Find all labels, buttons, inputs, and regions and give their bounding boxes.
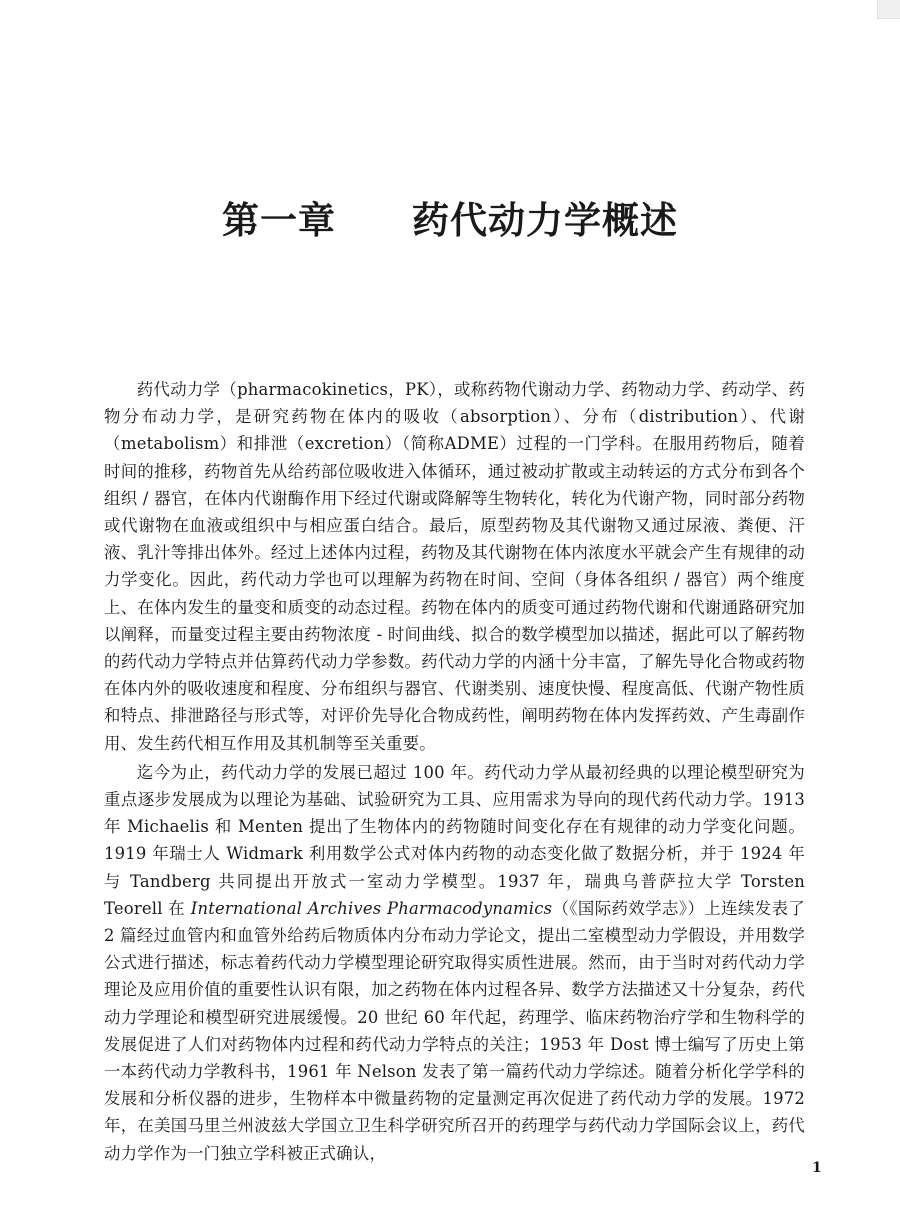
history-text-part-1: 迄今为止，药代动力学的发展已超过 100 年。药代动力学从最初经典的以理论模型研究为重点逐步发展成为以理论为基础、试验研究为工具、应用需求为导向的现代药代动力学。1913 年 Michaelis 和 Menten 提出了生物体内的药物随时间变化存在有规律的动力学变化问题。1919 年瑞士人 Widmark 利用数学公式对体内药物的动态变化做了数据分析，并于 1924 年与 Tandberg 共同提出开放式一室动力学模型。1937 年，瑞典乌普萨拉大学 Torsten Teorell 在 <box>104 762 805 918</box>
body-text <box>104 376 805 1167</box>
journal-title: International Archives Pharmacodynamics <box>190 898 553 918</box>
chapter-title: 第一章 药代动力学概述 <box>222 199 678 242</box>
paragraph-pk-history <box>104 759 805 1167</box>
history-text-part-2: （《国际药效学志》）上连续发表了 2 篇经过血管内和血管外给药后物质体内分布动力学论文，提出二室模型动力学假设，并用数学公式进行描述，标志着药代动力学模型理论研究取得实质性进展。然而，由于当时对药代动力学理论及应用价值的重要性认识有限，加之药物在体内过程各异、数学方法描述又十分复杂，药代动力学理论和模型研究进展缓慢。20 世纪 60 年代起，药理学、临床药物治疗学和生物科学的发展促进了人们对药物体内过程和药代动力学特点的关注；1953 年 Dost 博士编写了历史上第一本药代动力学教科书，1961 年 Nelson 发表了第一篇药代动力学综述。随着分析化学学科的发展和分析仪器的进步，生物样本中微量药物的定量测定再次促进了药代动力学的发展。1972 年，在美国马里兰州波兹大学国立卫生科学研究所召开的药理学与药代动力学国际会议上，药代动力学作为一门独立学科被正式确认， <box>104 898 805 1163</box>
paragraph-pk-definition: 药代动力学（pharmacokinetics，PK），或称药物代谢动力学、药物动力学、药动学、药物分布动力学，是研究药物在体内的吸收（absorption）、分布（distribution）、代谢（metabolism）和排泄（excretion）（简称ADME）过程的一门学科。在服用药物后，随着时间的推移，药物首先从给药部位吸收进入体循环，通过被动扩散或主动转运的方式分布到各个组织 / 器官，在体内代谢酶作用下经过代谢或降解等生物转化，转化为代谢产物，同时部分药物或代谢物在血液或组织中与相应蛋白结合。最后，原型药物及其代谢物又通过尿液、粪便、汗液、乳汁等排出体外。经过上述体内过程，药物及其代谢物在体内浓度水平就会产生有规律的动力学变化。因此，药代动力学也可以理解为药物在时间、空间（身体各组织 / 器官）两个维度上、在体内发生的量变和质变的动态过程。药物在体内的质变可通过药物代谢和代谢通路研究加以阐释，而量变过程主要由药物浓度 - 时间曲线、拟合的数学模型加以描述，据此可以了解药物的药代动力学特点并估算药代动力学参数。药代动力学的内涵十分丰富，了解先导化合物或药物在体内外的吸收速度和程度、分布组织与器官、代谢类别、速度快慢、程度高低、代谢产物性质和特点、排泄路径与形式等，对评价先导化合物成药性，阐明药物在体内发挥药效、产生毒副作用、发生药代相互作用及其机制等至关重要。 <box>104 380 805 753</box>
page-number: 1 <box>812 1160 822 1176</box>
page-corner-mark <box>877 0 900 19</box>
